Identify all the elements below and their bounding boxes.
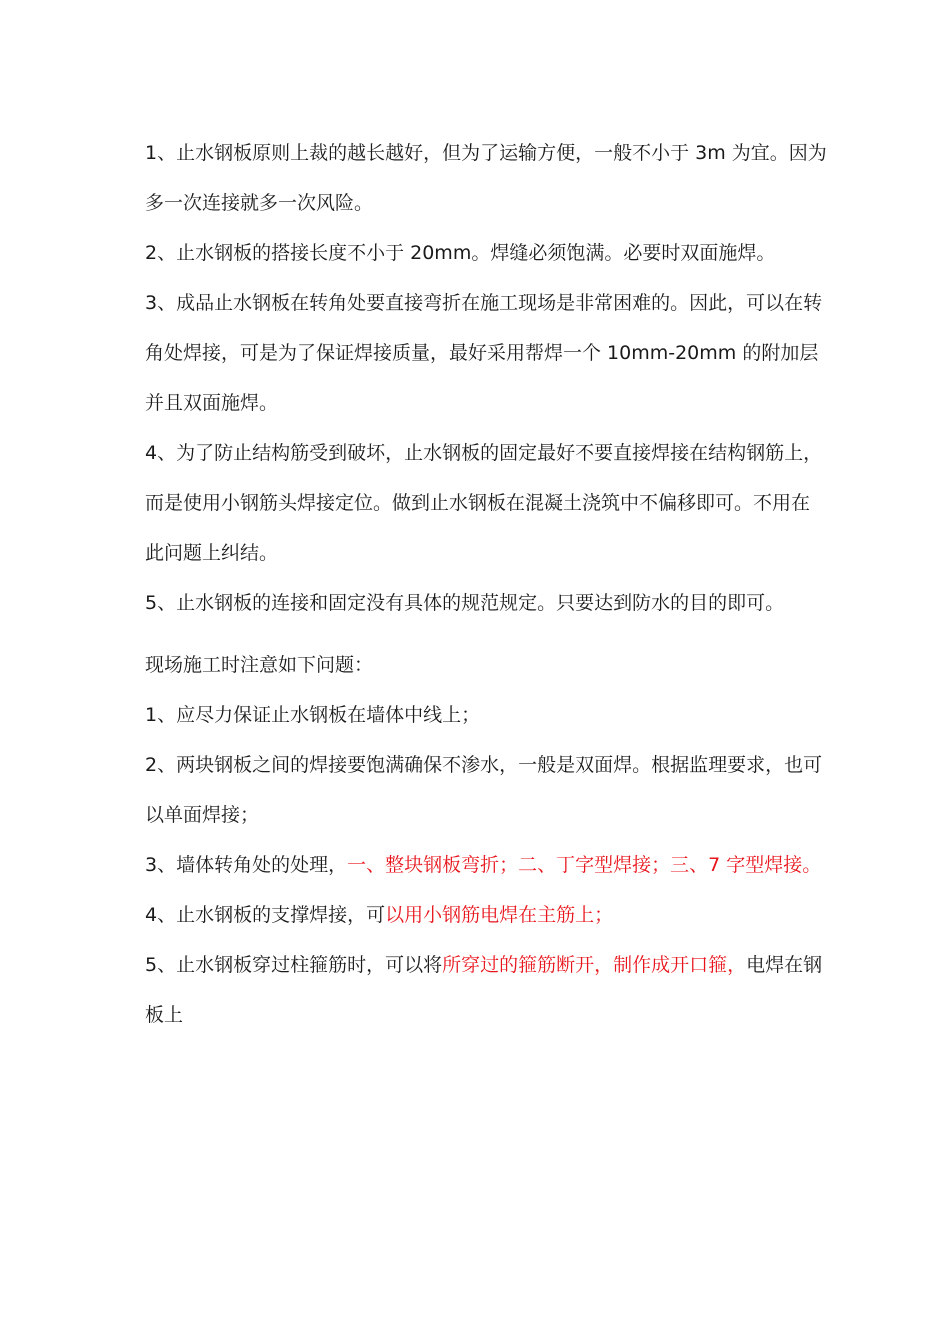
paragraph-2 (145, 228, 825, 278)
paragraph-4 (145, 428, 825, 578)
section-gap (145, 628, 825, 640)
note-3 (145, 840, 825, 890)
note-5 (145, 940, 825, 1040)
section-heading (145, 640, 825, 690)
text-line: 2、两块钢板之间的焊接要饱满确保不渗水，一般是双面焊。根据监理要求，也可 (145, 754, 823, 776)
text-line: 以单面焊接； (145, 804, 260, 826)
text-normal: 5、止水钢板穿过柱箍筋时，可以将 (145, 954, 443, 976)
heading-text: 现场施工时注意如下问题： (145, 654, 374, 676)
text-line: 此问题上纠结。 (145, 542, 279, 564)
text-normal: 3、墙体转角处的处理， (145, 854, 348, 876)
text-highlight: 以用小钢筋电焊在主筋上； (385, 904, 614, 926)
text-line (145, 840, 825, 890)
paragraph-3 (145, 278, 825, 428)
text-line: 1、应尽力保证止水钢板在墙体中线上； (145, 704, 481, 726)
text-line: 而是使用小钢筋头焊接定位。做到止水钢板在混凝土浇筑中不偏移即可。不用在 (145, 492, 811, 514)
note-1 (145, 690, 825, 740)
text-highlight: 一、整块钢板弯折；二、丁字型焊接；三、7 字型焊接。 (347, 854, 822, 876)
paragraph-5 (145, 578, 825, 628)
note-2 (145, 740, 825, 840)
text-line: 5、止水钢板的连接和固定没有具体的规范规定。只要达到防水的目的即可。 (145, 592, 785, 614)
text-line: 并且双面施焊。 (145, 392, 279, 414)
text-line (145, 890, 825, 940)
text-line (145, 940, 825, 990)
document-body (145, 128, 825, 1040)
text-line: 3、成品止水钢板在转角处要直接弯折在施工现场是非常困难的。因此，可以在转 (145, 292, 823, 314)
text-line: 2、止水钢板的搭接长度不小于 20mm。焊缝必须饱满。必要时双面施焊。 (145, 242, 776, 264)
text-line: 板上 (145, 1004, 184, 1026)
text-line: 多一次连接就多一次风险。 (145, 192, 374, 214)
text-line: 1、止水钢板原则上裁的越长越好，但为了运输方便，一般不小于 3m 为宜。因为 (145, 142, 827, 164)
text-highlight: 所穿过的箍筋断开，制作成开口箍， (442, 954, 747, 976)
text-normal: 4、止水钢板的支撑焊接，可 (145, 904, 386, 926)
paragraph-1 (145, 128, 825, 228)
note-4 (145, 890, 825, 940)
text-line: 角处焊接，可是为了保证焊接质量，最好采用帮焊一个 10mm-20mm 的附加层 (145, 342, 819, 364)
text-normal: 电焊在钢 (746, 954, 823, 976)
text-line: 4、为了防止结构筋受到破坏，止水钢板的固定最好不要直接焊接在结构钢筋上， (145, 442, 823, 464)
